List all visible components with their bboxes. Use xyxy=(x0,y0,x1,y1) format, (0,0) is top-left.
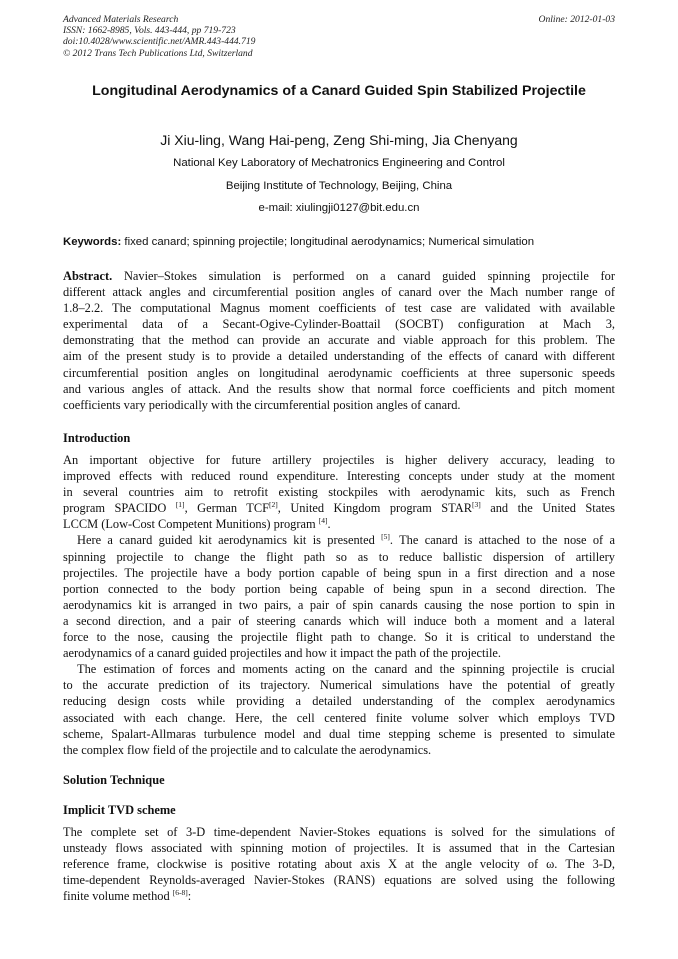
solution-line: unsteady flows associated with spinning motion of projectiles. It is assumed that in the Cartesian xyxy=(63,841,615,856)
intro-line: associated with each change. Here, the cell centered finite volume solver which employs TVD xyxy=(63,710,615,725)
citation-ref: [6-8] xyxy=(172,888,188,898)
abstract-line: experimental data of a Secant-Ogive-Cylinder-Boattail (SOCBT) configuration at Mach 3, xyxy=(63,317,615,332)
solution-body xyxy=(63,824,615,904)
subsection-heading-implicit-tvd: Implicit TVD scheme xyxy=(63,803,176,817)
intro-line: the complex flow field of the projectile and to calculate the aerodynamics. xyxy=(63,742,432,757)
author-email: e-mail: xiulingji0127@bit.edu.cn xyxy=(258,202,420,214)
intro-line: scheme, Spalart-Allmaras turbulence model and dual time stepping scheme is presented to simulate xyxy=(63,726,615,741)
abstract xyxy=(63,268,615,413)
abstract-line: aim of the present study is to provide a detailed understanding of the effects of canard with different xyxy=(63,349,615,364)
section-heading-introduction: Introduction xyxy=(63,431,131,445)
abstract-line: different attack angles and circumferential position angles of canard over the Mach number range of xyxy=(63,285,615,300)
keywords-label: Keywords: xyxy=(63,236,122,248)
journal-name: Advanced Materials Research xyxy=(63,14,179,25)
abstract-line: circumferential position angles on longitudinal aerodynamic coefficients at three supersonic speeds xyxy=(63,365,615,380)
intro-line: portion connected to the body portion being capable of being spun in a second direction. The xyxy=(63,581,615,596)
citation-ref: [1] xyxy=(175,500,185,510)
solution-line: The complete set of 3-D time-dependent Navier-Stokes equations is solved for the simulations of xyxy=(63,825,615,839)
citation-ref: [4] xyxy=(318,516,328,526)
intro-line: spinning projectile to change the flight path so as to reduce ballistic dispersion of artillery xyxy=(63,549,615,564)
intro-line: to the accurate prediction of its trajectory. Numerical simulations have the potential of greatly xyxy=(63,678,615,693)
intro-line: Here a canard guided kit aerodynamics kit is presented [5]. The canard is attached to the nose of a xyxy=(77,532,615,548)
intro-line: aerodynamics of a canard guided projectiles and how it impact the path of the projectile. xyxy=(63,646,501,661)
abstract-line: Abstract. Navier–Stokes simulation is performed on a canard guided spinning projectile for xyxy=(63,269,616,283)
introduction-body xyxy=(63,452,615,758)
intro-line: The estimation of forces and moments acting on the canard and the spinning projectile is crucial xyxy=(77,662,615,677)
intro-line: program SPACIDO [1], German TCF[2], United Kingdom program STAR[3] and the United States xyxy=(63,500,615,516)
abstract-line: coefficients vary periodically with the circumferential position angles of canard. xyxy=(63,397,461,412)
citation-ref: [5] xyxy=(381,532,390,542)
intro-line: improved effects with reduced round expenditure. Interesting concepts under study at the moment xyxy=(63,469,615,484)
keywords xyxy=(63,235,623,249)
doi: doi:10.4028/www.scientific.net/AMR.443-444.719 xyxy=(63,36,256,48)
intro-line: reducing design costs while providing a detailed understanding of the complex aerodynamics xyxy=(63,694,615,709)
intro-line: LCCM (Low-Cost Competent Munitions) program [4]. xyxy=(63,516,331,532)
solution-line: time-dependent Reynolds-averaged Navier-Stokes (RANS) equations are solved using the following xyxy=(63,873,615,888)
citation-ref: [3] xyxy=(471,500,481,510)
abstract-line: demonstrating that the method can provide an accurate and viable approach for this problem. The xyxy=(63,333,615,348)
intro-line: a second direction, and a pair of steering canards which will induce both a moment and a lateral xyxy=(63,613,615,628)
affiliation-institute: Beijing Institute of Technology, Beijing, China xyxy=(225,180,453,192)
publication-metadata xyxy=(63,14,615,59)
intro-line: in several countries aim to retrofit existing stockpiles with aerodynamic kits, such as French xyxy=(63,485,615,500)
paper-title: Longitudinal Aerodynamics of a Canard Guided Spin Stabilized Projectile xyxy=(92,83,586,99)
abstract-label: Abstract. xyxy=(63,269,113,283)
abstract-line: and various angles of attack. And the results show that normal force coefficients and pitch moment xyxy=(63,381,615,396)
citation-ref: [2] xyxy=(269,500,278,510)
abstract-line: 1.8–2.2. The computational Magnus moment coefficients of test case are validated with available xyxy=(63,301,615,316)
online-date: Online: 2012-01-03 xyxy=(538,14,615,25)
copyright: © 2012 Trans Tech Publications Ltd, Switzerland xyxy=(63,47,253,59)
intro-line: force to the nose, causing the projectile flight path to change. So it is critical to understand the xyxy=(63,630,615,645)
intro-line: aerodynamics kit is arranged in two pairs, a pair of spin canards causing the nose portion to spin in xyxy=(63,597,615,612)
intro-line: An important objective for future artillery projectiles is higher delivery accuracy, leading to xyxy=(63,453,615,467)
keywords-text: fixed canard; spinning projectile; longitudinal aerodynamics; Numerical simulation xyxy=(124,236,535,248)
section-heading-solution-technique: Solution Technique xyxy=(63,773,165,787)
solution-line: reference frame, clockwise is positive rotating about axis X at the angle velocity of ω. The 3-D, xyxy=(63,857,615,872)
intro-line: projectiles. The projectile have a body portion capable of being spun in a first direction and a nose xyxy=(63,565,615,580)
issn-volume: ISSN: 1662-8985, Vols. 443-444, pp 719-723 xyxy=(63,25,236,37)
affiliation-lab: National Key Laboratory of Mechatronics Engineering and Control xyxy=(173,157,505,169)
solution-line: finite volume method [6-8]: xyxy=(63,888,192,904)
author-list: Ji Xiu-ling, Wang Hai-peng, Zeng Shi-ming, Jia Chenyang xyxy=(160,132,518,148)
